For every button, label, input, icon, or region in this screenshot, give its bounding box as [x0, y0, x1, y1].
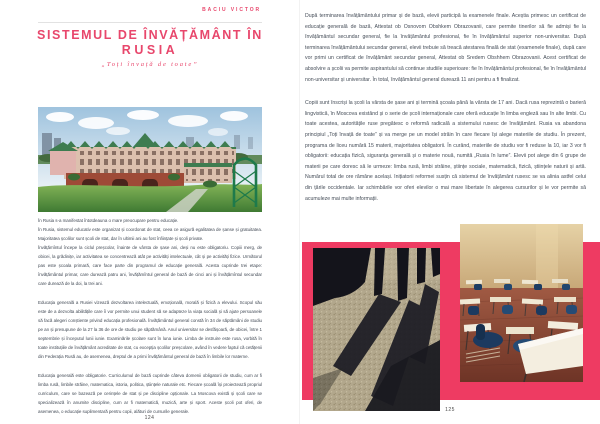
school-building-illustration	[38, 107, 262, 212]
page-subtitle: „Toți învață de toate”	[101, 61, 199, 68]
left-body-text	[38, 216, 262, 416]
paragraph: În Rusia s-a manifestat întotdeauna o mare preocupare pentru educație.	[38, 218, 179, 223]
page-right	[300, 0, 600, 424]
paragraph: În Rusia, sistemul educativ este organizat și coordonat de stat, ceea ce asigură egalitatea de șanse și gratuitatea. Majoritatea școlilor sunt școli de stat, dar în ultimii ani au fost înființate și școli private.	[38, 227, 262, 241]
classroom-desks-photo	[460, 224, 583, 382]
page-number-right: 125	[445, 407, 455, 413]
students-shadows-photo	[313, 248, 440, 411]
header-divider	[38, 22, 262, 23]
right-body-text	[305, 11, 586, 204]
page-title	[8, 27, 292, 58]
school-building-photo	[38, 107, 262, 212]
shadows-illustration	[313, 248, 440, 411]
paragraph: Copiii sunt înscriși la școli la vârsta de șase ani și termină școala până la vârsta de 17 ani. Dacă rusa reprezintă o barieră lingvistică, în Moscova existând și o serie de școli internaționale care oferă educație în limba engleză sau în alte limbi. Cu toate acestea, autoritățile ruse pregătesc o reformă radicală a sistemului rusesc de învățământ. Rusia va abandona principiul „Toți învață de toate” și va merge pe un model străin în care fiecare își alege materiile de studiu. În prezent, programa de liceu numără 15 materii, majoritatea obligatorii. În curând, materiile de studiu vor fi reduse la 10, iar 3 vor fi obligatorii: educația fizică, siguranța generală și o materie nouă, numită „Rusia în lume”. Elevii pot alege din 6 grupe de materii pe care doresc să le urmeze: limba rusă, limbi străine, științe sociale, matematică, fizică, științele naturii și artă. Numărul total de ore rămâne același. Inițiatorii reformei susțin că sistemul de învățământ rusesc se va alinia astfel celui din țările occidentale. Iar schimbările vor oferi elevilor o mai mare libertate în alegerea cursurilor și le vor permite să acumuleze mai multe informații.	[305, 100, 586, 202]
classroom-illustration	[460, 224, 583, 382]
title-line-1: SISTEMUL DE ÎNVĂȚĂMÂNT ÎN	[37, 28, 263, 42]
author-name: BACIU VICTOR	[202, 7, 261, 13]
page-number-left: 124	[144, 415, 155, 421]
paragraph: Educația generală a Rusiei vizează dezvoltarea intelectuală, emoțională, morală și fizică a elevului. Scopul său este de a dezvolta abilitățile care îi vor permite unui student să se adapteze la viața socială și să ajute persoanele să facă alegeri conștiente privind educația profesională. Învățământul general constă în 34 de săptămâni de studiu pe an și presupune de la 27 la 36 de ore de studiu pe săptămână. Anul universitar se desfășoară, de obicei, între 1 septembrie și începutul lunii iunie. Examinările școlare sunt în luna iunie. Limba de instruire este rusa, vorbită în toate instituțiile de învățământ acreditate de stat, cu excepția școlilor preșcolare, având în vedere faptul că cetățenii din Federația Rusă au, de asemenea, dreptul de a primi învățământul general de bază în limbile lor materne.	[38, 300, 262, 359]
paragraph: După terminarea învățământului primar și de bază, elevii participă la examenele finale. Aceștia primesc un certificat de educație generală de bază, Attestat ob Osnovom Obshkem Obrazovanii, care permite tinerilor să fie admiși fie la învățământul secundar general, fie la învățământul profesional, fie în învățământul superior non-universitar. După terminarea învățământului secundar general, elevii trebuie să treacă atestarea finală de stat (examenele finale), după care vor primi un certificat de învățământ secundar general, Attestat ob Sredem Obshhem Obrazovanii. Acest certificat de absolvire a școlii va permite aspirantului să continue studiile superioare: fie în învățământul profesional, fie în învățământul non-universitar și universitar. În total, învățământul general durează 11 ani pentru a fi finalizat.	[305, 13, 586, 83]
paragraph: Educația generală este obligatorie. Curriculumul de bază cuprinde câteva domenii obligatorii de studiu, cum ar fi limba rusă, limbile străine, matematica, istoria, politica, științele naturale etc. Fiecare școală își proiectează propriul curriculum, care se bazează pe cerințele de stat și pe discipline opționale. La Moscova există și școli care se specializează în anumite discipline, cum ar fi matematică, muzică, arte și sport. Aceste școli pot oferi, de asemenea, o educație suplimentară pentru copii, alături de cursurile generale.	[38, 373, 262, 414]
paragraph: Învățămîntul începe la ciclul preșcolar, înainte de vârsta de șase ani, deși nu este obligatoriu. Copiii merg, de obicei, la grădinițe, iar activitatea se concentrează atât pe activități intelectuale, cât și pe activități fizice. Următorul pas este școala primară, care face parte din programul de educație generală. Acesta cuprinde trei etape: învățământul primar, care durează patru ani, învățămîntul general de bază de cinci ani și învățămîntul secundar care durează de la doi, la trei ani.	[38, 245, 262, 286]
title-line-2: RUSIA	[121, 43, 179, 57]
